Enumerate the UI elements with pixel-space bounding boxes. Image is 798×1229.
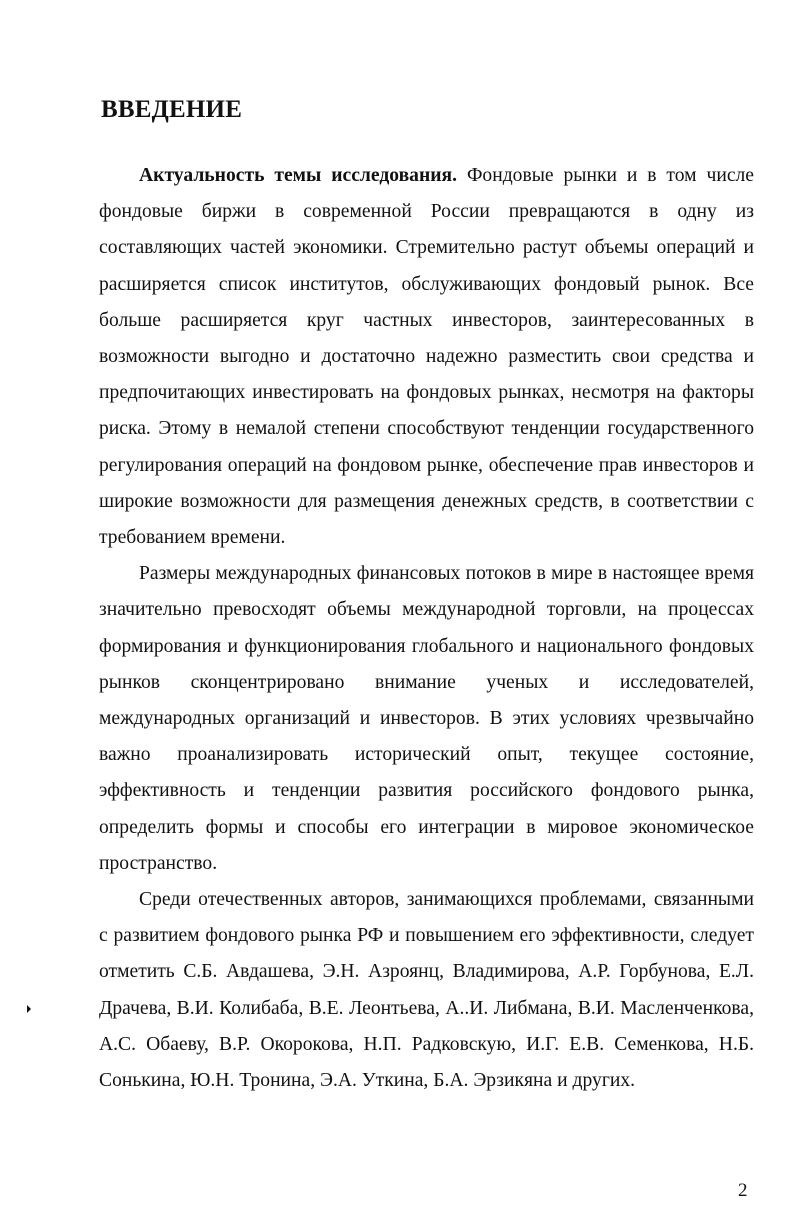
paragraph-text: Размеры международных финансовых потоков в мире в настоящее время значительно превосходят объемы международной торговли, на процессах формирования и функционирования глобального и национального фондовых рынков сконцентрировано внимание ученых и исследователей, международных организаций и инвесторов. В этих условиях чрезвычайно важно проанализировать исторический опыт, текущее состояние, эффективность и тенденции развития российского фондового рынка, определить формы и способы его интеграции в мировое экономическое пространство. <box>99 563 754 874</box>
paragraph-lead: Актуальность темы исследования. <box>139 165 458 186</box>
paragraph-text: Фондовые рынки и в том числе фондовые биржи в современной России превращаются в одну из составляющих частей экономики. Стремительно растут объемы операций и расширяется список институтов, обслуживающих фондовый рынок. Все больше расширяется круг частных инвесторов, заинтересованных в возможности выгодно и достаточно надежно разместить свои средства и предпочитающих инвестировать на фондовых рынках, несмотря на факторы риска. Этому в немалой степени способствуют тенденции государственного регулирования операций на фондовом рынке, обеспечение прав инвесторов и широкие возможности для размещения денежных средств, в соответствии с требованием времени. <box>99 165 754 549</box>
paragraph-text: Среди отечественных авторов, занимающихся проблемами, связанными с развитием фондового рынка РФ и повышением его эффективности, следует отметить С.Б. Авдашева, Э.Н. Азроянц, Владимирова, А.Р. Горбунова, Е.Л. Драчева, В.И. Колибаба, В.Е. Леонтьева, А..И. Либмана, В.И. Масленченкова, А.С. Обаеву, В.Р. Окорокова, Н.П. Радковскую, И.Г. Е.В. Семенкова, Н.Б. Сонькина, Ю.Н. Тронина, Э.А. Уткина, Б.А. Эрзикяна и других. <box>99 889 754 1092</box>
page-title: ВВЕДЕНИЕ <box>101 96 243 123</box>
page-number: 2 <box>738 1180 748 1201</box>
paragraph-authors <box>99 882 754 1099</box>
paragraph-financial-flows <box>99 556 754 882</box>
scan-margin-mark <box>27 1005 31 1013</box>
body-text <box>99 158 754 1099</box>
paragraph-relevance <box>99 158 754 556</box>
